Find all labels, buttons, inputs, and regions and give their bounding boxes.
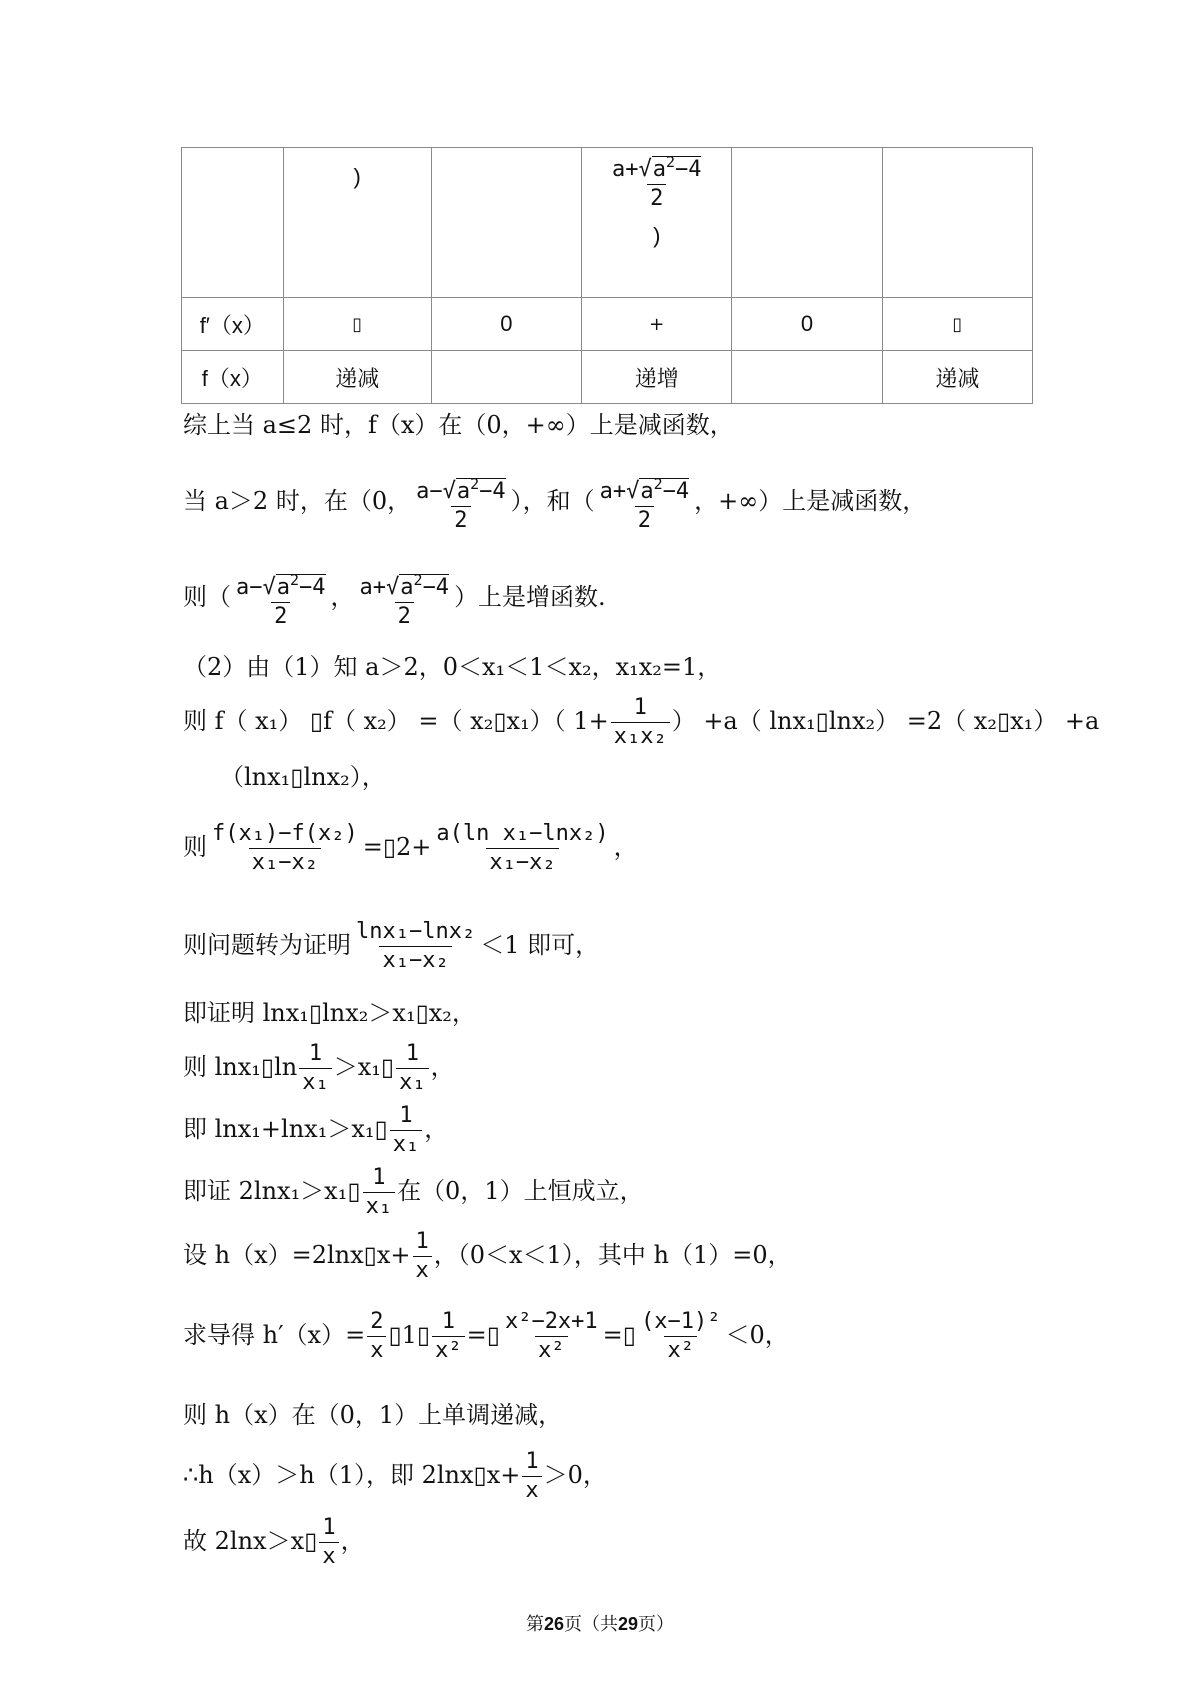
fraction: $\frac{a-√a^2-4}{2}$ [416, 475, 506, 533]
row-label: f′（x） [182, 298, 284, 351]
text-line: 即 lnx₁+lnx₁＞x₁▯ $\frac{1}{\text{x₁}}$ ， [183, 1103, 449, 1157]
text-line: 即证明 lnx₁▯lnx₂＞x₁▯x₂， [183, 999, 476, 1027]
fraction: $\frac{a+√a^2-4}{2}$ [359, 571, 450, 629]
text-line: 设 h（x）=2lnx▯x+ $\frac{1}{x}$ ，（0＜x＜1），其中 h（1）=0， [183, 1229, 792, 1283]
text-line: 综上当 a≤2 时，f（x）在（0，+∞）上是减函数， [183, 411, 734, 439]
fraction: $\frac{a-√a^2-4}{2}$ [236, 571, 326, 629]
table-cell: 0 [732, 298, 882, 351]
text-line: 求导得 h′（x）= $\frac{2}{x}$ ▯1▯ $\frac{1}{\text{x²}}$ =▯ $\frac{\text{x²−2x+1}}{\text{x²}}$ =▯ $\frac{\text{(x−1)²}}{\text{x²}}$ ＜0， [183, 1309, 789, 1363]
fraction: $\frac{1}{\text{x₁}}$ [363, 1164, 396, 1221]
text-line: 则 $\frac{\text{f(x₁)−f(x₂)}}{\text{x₁−x₂}}$ =▯2+ $\frac{\text{a(ln x₁−lnx₂)}}{\text{x₁−x₂}}$ ， [183, 821, 638, 875]
text-line: 即证 2lnx₁＞x₁▯ $\frac{1}{\text{x₁}}$ 在（0，1）上恒成立， [183, 1165, 644, 1219]
row-label: f（x） [182, 351, 284, 404]
fraction: $\frac{\text{f(x₁)−f(x₂)}}{\text{x₁−x₂}}$ [212, 821, 358, 875]
fraction: $\frac{1}{\text{x₁}}$ [299, 1040, 332, 1097]
table-cell: + [582, 298, 732, 351]
fraction: $\frac{1}{x}$ [319, 1514, 338, 1571]
table-cell: ▯ [283, 298, 431, 351]
table-cell: $\frac{a+√a^2-4}{2}$ ) [582, 148, 732, 298]
table-cell [732, 351, 882, 404]
text-line: 则问题转为证明 $\frac{\text{lnx₁−lnx₂}}{\text{x₁−x₂}}$ ＜1 即可， [183, 919, 600, 973]
text-line: （lnx₁▯lnx₂）， [220, 763, 386, 791]
table-cell [882, 148, 1032, 298]
fraction: $\frac{\text{(x−1)²}}{\text{x²}}$ [641, 1309, 721, 1363]
text-line: 则 f（ x₁） ▯f（ x₂） =（ x₂▯x₁）（ 1+ $\frac{1}{\text{x₁x₂}}$ ） +a（ lnx₁▯lnx₂） =2（ x₂▯x₁） +a [183, 695, 1100, 749]
table-cell [431, 148, 581, 298]
fraction: $\frac{1}{\text{x²}}$ [432, 1308, 465, 1365]
table-cell: 0 [431, 298, 581, 351]
fraction: $\frac{\text{lnx₁−lnx₂}}{\text{x₁−x₂}}$ [356, 919, 476, 973]
text-line: 则（ $\frac{a-√a^2-4}{2}$ ， $\frac{a+√a^2-4}{2}$ ）上是增函数. [183, 566, 606, 631]
fraction: $\frac{\text{x²−2x+1}}{\text{x²}}$ [504, 1309, 598, 1363]
fraction: $\frac{\text{a(ln x₁−lnx₂)}}{\text{x₁−x₂}}$ [436, 821, 609, 875]
table-cell: ▯ [882, 298, 1032, 351]
table-row [182, 298, 1033, 351]
text-line: 则 h（x）在（0，1）上单调递减， [183, 1401, 563, 1429]
table-row [182, 148, 1033, 298]
page-number: 26 [543, 1614, 564, 1634]
fraction: $\frac{1}{\text{x₁}}$ [390, 1102, 423, 1159]
text-line: 故 2lnx＞x▯ $\frac{1}{x}$ ， [183, 1515, 365, 1569]
table-cell: ) [283, 148, 431, 298]
table-cell: 递减 [882, 351, 1032, 404]
page-total: 29 [618, 1614, 639, 1634]
text-line: 当 a＞2 时，在（0， $\frac{a-√a^2-4}{2}$ ），和（ $\frac{a+√a^2-4}{2}$ ，+∞）上是减函数， [183, 470, 926, 535]
fraction: $\frac{1}{\text{x₁x₂}}$ [611, 694, 670, 751]
text-line: 则 lnx₁▯ln $\frac{1}{\text{x₁}}$ ＞x₁▯ $\frac{1}{\text{x₁}}$ ， [183, 1041, 455, 1095]
text-line: ∴h（x）＞h（1），即 2lnx▯x+ $\frac{1}{x}$ ＞0， [183, 1449, 607, 1503]
fraction: $\frac{a+√a^2-4}{2}$ [599, 475, 690, 533]
table-cell: 递增 [582, 351, 732, 404]
variation-table [181, 147, 1033, 404]
fraction: $\frac{1}{x}$ [413, 1228, 432, 1285]
page-footer: 第26页（共29页） [525, 1614, 675, 1635]
fraction: $\frac{1}{\text{x₁}}$ [396, 1040, 429, 1097]
table-cell [431, 351, 581, 404]
table-cell [732, 148, 882, 298]
fraction: $\frac{2}{x}$ [367, 1308, 386, 1365]
fraction: $\frac{a+√a^2-4}{2}$ [611, 153, 702, 211]
text-line: （2）由（1）知 a＞2，0＜x₁＜1＜x₂，x₁x₂=1， [183, 653, 722, 681]
table-row [182, 351, 1033, 404]
fraction: $\frac{1}{x}$ [522, 1448, 541, 1505]
table-cell: 递减 [283, 351, 431, 404]
table-cell [182, 148, 284, 298]
